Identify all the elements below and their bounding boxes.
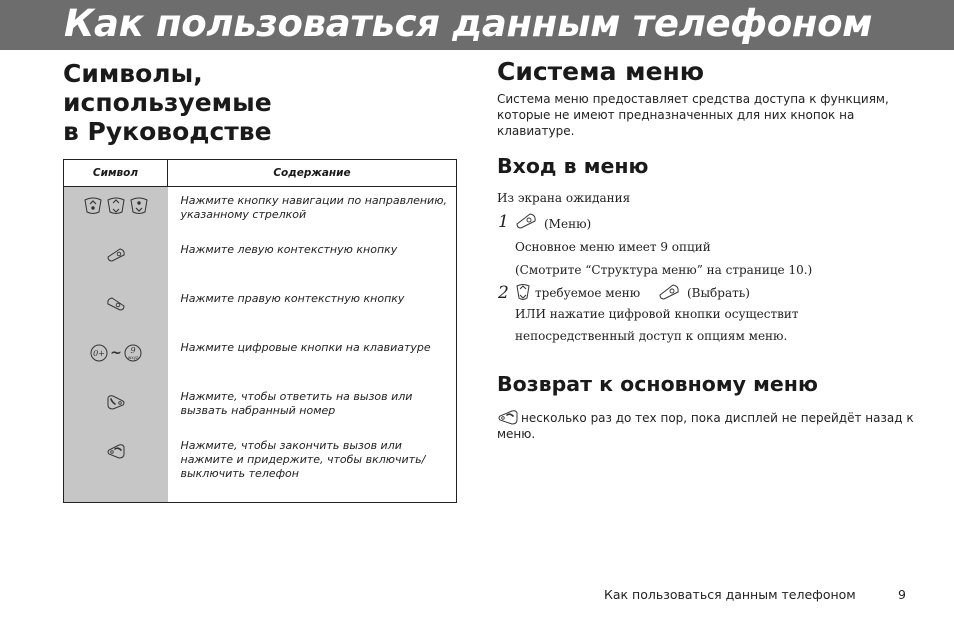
- nav-up-icon: [85, 198, 101, 214]
- menu-system-intro: Система меню предоставляет средства доступа к функциям, которые не имеют предназначенных для них кнопок на клавиатуре.: [497, 92, 889, 138]
- nav-down-icon: [131, 198, 147, 214]
- digit-key-0-icon: [91, 345, 107, 361]
- content-cell: Нажмите, чтобы ответить на вызов или вызвать набранный номер: [180, 390, 413, 417]
- step-2-text-a: требуемое меню: [535, 286, 641, 300]
- nav-center-icon: [515, 283, 531, 301]
- left-soft-key-icon: [658, 283, 680, 301]
- end-call-key-icon: [106, 443, 126, 459]
- content-cell: Нажмите левую контекстную кнопку: [180, 243, 398, 256]
- symbol-cell: [64, 383, 168, 432]
- symbols-title-line-2: используемые: [63, 88, 272, 117]
- return-menu-text-body: несколько раз до тех пор, пока дисплей не перейдёт назад к меню.: [497, 411, 914, 441]
- digit-key-0-label: 0+: [92, 349, 105, 358]
- left-soft-key-icon: [515, 212, 537, 230]
- symbol-cell: [64, 432, 168, 503]
- end-call-key-icon: [497, 409, 519, 425]
- symbol-cell: [64, 236, 168, 285]
- symbols-table-header-content: Содержание: [168, 160, 457, 187]
- table-row: [64, 285, 457, 334]
- digit-keys-icon-group: [90, 342, 142, 364]
- step-2-line-1: ИЛИ нажатие цифровой кнопки осуществит: [515, 307, 799, 321]
- content-cell: Нажмите кнопку навигации по направлению, указанному стрелкой: [180, 194, 447, 221]
- step-2-text-b: (Выбрать): [687, 286, 750, 300]
- step-1-line-2: (Смотрите “Структура меню” на странице 10.): [515, 263, 813, 277]
- symbol-cell: [64, 187, 168, 237]
- banner-title: Как пользоваться данным телефоном: [64, 2, 873, 45]
- step-1-line-1: Основное меню имеет 9 опций: [515, 240, 711, 254]
- left-soft-key-icon: [106, 247, 126, 263]
- right-soft-key-icon: [106, 296, 126, 312]
- table-row: [64, 383, 457, 432]
- table-row: [64, 432, 457, 503]
- table-row: [64, 334, 457, 383]
- step-1-number: 1: [498, 212, 509, 232]
- return-menu-title: Возврат к основному меню: [497, 372, 818, 396]
- symbol-cell: [64, 334, 168, 383]
- symbols-table: [63, 159, 457, 503]
- footer-title: Как пользоваться данным телефоном: [604, 587, 856, 602]
- content-cell: Нажмите, чтобы закончить вызов или нажмите и придержите, чтобы включить/ выключить телефон: [180, 439, 426, 480]
- digit-range-tilde: ~: [109, 345, 122, 361]
- symbols-table-header-symbol: Символ: [64, 160, 168, 187]
- digit-key-9-icon: [125, 345, 141, 361]
- step-1-text: (Меню): [544, 217, 592, 231]
- content-cell: Нажмите цифровые кнопки на клавиатуре: [180, 341, 431, 354]
- symbols-section-title: [63, 59, 272, 146]
- step-2-line-2: непосредственный доступ к опциям меню.: [515, 329, 788, 343]
- symbol-cell: [64, 285, 168, 334]
- page-number: 9: [898, 587, 906, 602]
- nav-keys-icon-group: [81, 196, 151, 216]
- content-cell: Нажмите правую контекстную кнопку: [180, 292, 405, 305]
- step-2-number: 2: [498, 283, 509, 303]
- symbols-title-line-3: в Руководстве: [63, 117, 272, 146]
- digit-key-9-label: 9: [130, 346, 136, 355]
- enter-menu-title: Вход в меню: [497, 154, 649, 178]
- header-banner: [0, 0, 954, 50]
- send-call-key-icon: [106, 394, 126, 410]
- digit-key-9-letters: wxyz: [127, 355, 138, 360]
- nav-center-icon: [108, 198, 124, 214]
- table-row: [64, 187, 457, 237]
- return-menu-text: [497, 409, 917, 442]
- menu-system-title: Система меню: [497, 57, 705, 86]
- table-row: [64, 236, 457, 285]
- from-idle-text: Из экрана ожидания: [497, 191, 631, 205]
- symbols-title-line-1: Символы,: [63, 59, 203, 88]
